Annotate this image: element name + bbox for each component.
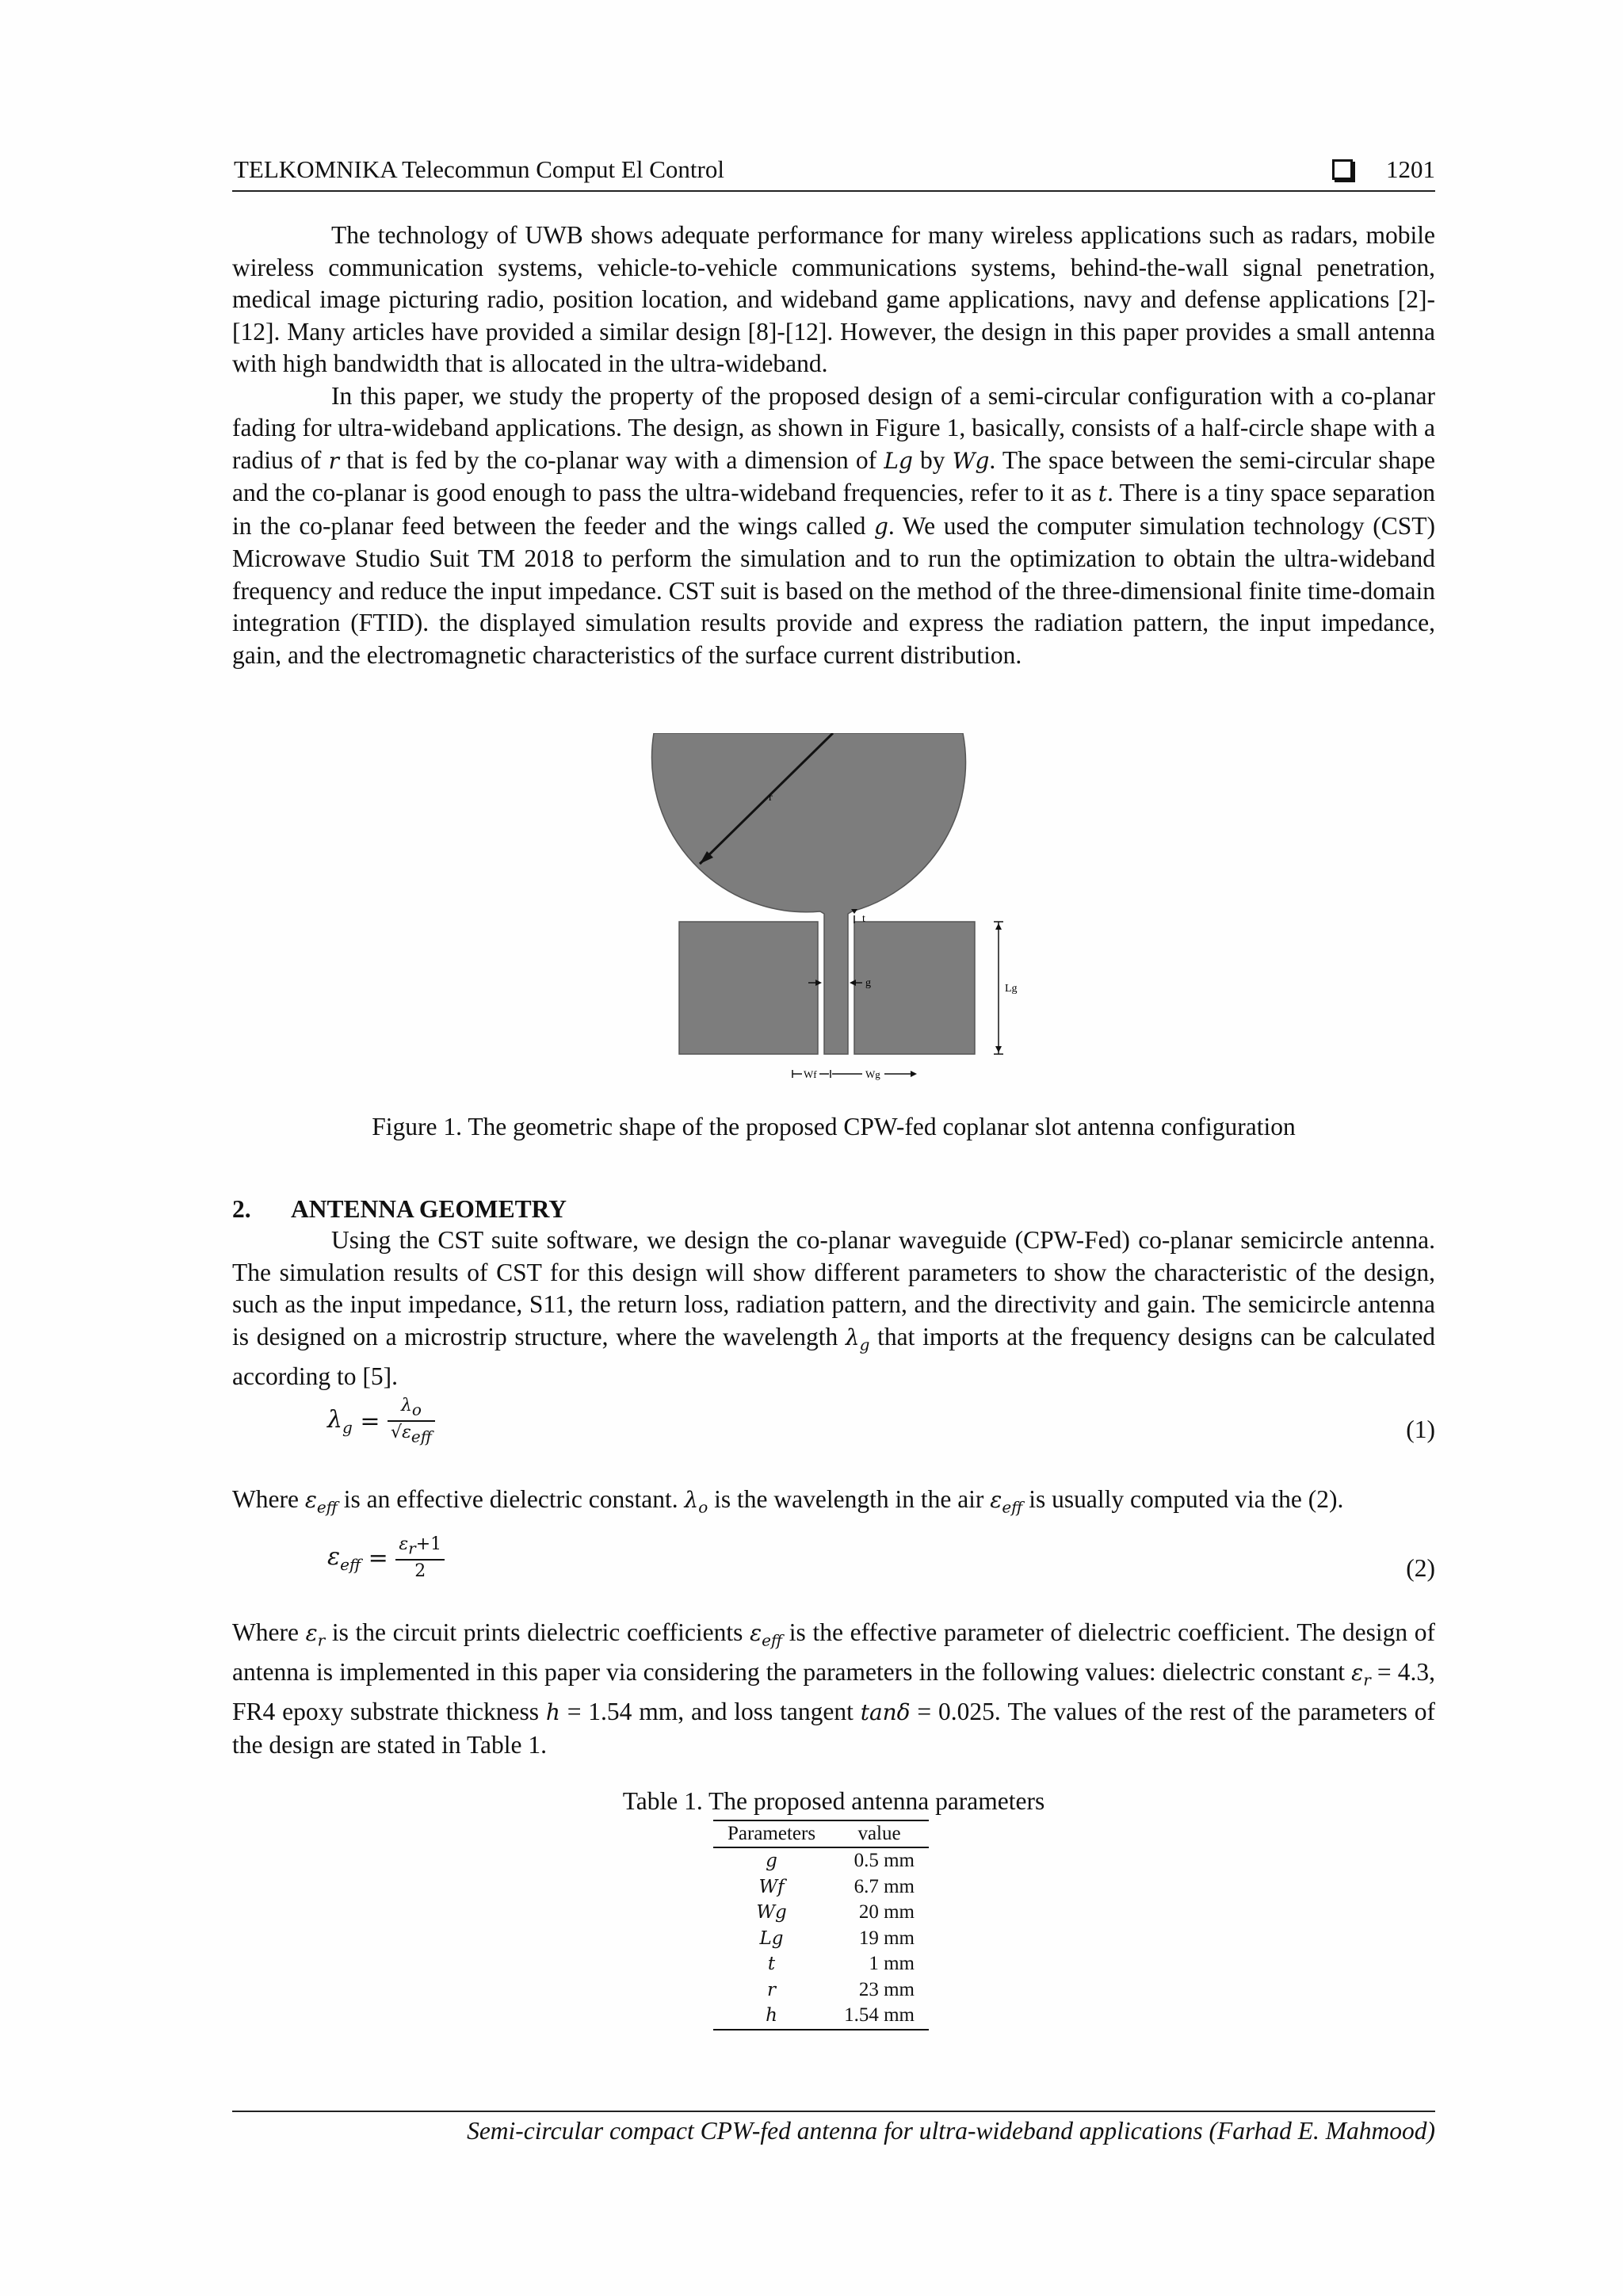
column-header: value bbox=[830, 1820, 929, 1847]
table-cell: g bbox=[766, 1851, 777, 1871]
g-arrow-left-icon bbox=[850, 980, 856, 986]
table-row bbox=[713, 2003, 929, 2030]
page-number: 1201 bbox=[1386, 155, 1435, 183]
table-cell: r bbox=[767, 1979, 777, 2000]
table-header-row bbox=[713, 1820, 929, 1847]
table-cell: 19 mm bbox=[858, 1927, 915, 1949]
section-2-heading bbox=[232, 1195, 567, 1224]
var-r: r bbox=[328, 447, 339, 474]
table-cell: Lg bbox=[759, 1927, 784, 1949]
column-header: Parameters bbox=[713, 1820, 830, 1847]
lg-arrow-down-icon bbox=[995, 1046, 1002, 1052]
table-row bbox=[713, 1900, 929, 1926]
section-title: ANTENNA GEOMETRY bbox=[291, 1195, 567, 1223]
section-2-paragraph-1: Using the CST suite software, we design the co-planar waveguide (CPW-Fed) co-planar semicircle antenna. The simulation results of CST for this design will show different parameters to show the characteristic of the design, such as the input impedance, S11, the return loss, radiation pattern, and the directivity and gain. The semicircle antenna is designed on a microstrip structure, where the wavelength $\lambda_g$ that imports at the frequency designs can be calculated according to [5]. bbox=[232, 1226, 1435, 1390]
label-t: t bbox=[862, 913, 865, 925]
var-t: t bbox=[1098, 480, 1108, 506]
equation-1-expression: $\lambda_g$ = $\frac{\lambda_o}{√\varepsilon_{eff}}$ bbox=[327, 1395, 435, 1448]
section-number: 2. bbox=[232, 1195, 251, 1223]
table-cell: Wg bbox=[756, 1902, 787, 1923]
wg-arrow-right-icon bbox=[911, 1071, 917, 1077]
var-g: g bbox=[873, 513, 888, 540]
equation-1-number: (1) bbox=[1406, 1415, 1435, 1443]
table-row bbox=[713, 1874, 929, 1901]
table-cell: 1.54 mm bbox=[830, 2003, 929, 2030]
page-footer: Semi-circular compact CPW-fed antenna for ultra-wideband applications (Farhad E. Mahmood) bbox=[232, 2111, 1435, 2145]
var-wg: Wg bbox=[952, 447, 990, 474]
figure-1-caption: Figure 1. The geometric shape of the proposed CPW-fed coplanar slot antenna configuration bbox=[372, 1113, 1296, 1140]
label-r: r bbox=[769, 792, 773, 804]
intro-text bbox=[232, 220, 1435, 671]
where-paragraph-2: Where $\varepsilon_r$ is the circuit prints dielectric coefficients $\varepsilon_{eff}$ is the effective parameter of dielectric coefficient. The design of antenna is implemented in this paper via considering the parameters in the following values: dielectric constant $\varepsilon_r = 4.3$, FR4 epoxy substrate thickness h = 1.54 mm, and loss tangent tanδ = 0.025. The values of the rest of the parameters of the design are stated in Table 1. bbox=[232, 1618, 1436, 1759]
figure-1 bbox=[650, 733, 1054, 1082]
journal-name: TELKOMNIKA Telecommun Comput El Control bbox=[234, 155, 724, 183]
equation-2-number: (2) bbox=[1406, 1554, 1435, 1582]
equation-2-fraction: $\frac{\varepsilon_r+1}{2}$ bbox=[395, 1534, 445, 1583]
table-row bbox=[713, 1951, 929, 1977]
label-wf: Wf bbox=[804, 1068, 817, 1080]
label-lg: Lg bbox=[1005, 983, 1018, 995]
table-1-caption: Table 1. The proposed antenna parameters bbox=[622, 1787, 1045, 1815]
table-cell: 1 mm bbox=[869, 1953, 915, 1974]
page-header bbox=[232, 155, 1435, 192]
table-cell: Wf bbox=[758, 1876, 785, 1897]
page-number-box bbox=[1332, 155, 1435, 184]
table-cell: 20 mm bbox=[858, 1901, 915, 1923]
table-cell: t bbox=[767, 1954, 776, 1974]
where-paragraph-1: Where $\varepsilon_{eff}$ is an effective dielectric constant. $\lambda_o$ is the wavelength in the air $\varepsilon_{eff}$ is usually computed via the (2). bbox=[232, 1485, 1344, 1517]
label-g: g bbox=[865, 977, 871, 989]
lg-arrow-up-icon bbox=[995, 923, 1002, 930]
g-arrow-right-icon bbox=[815, 980, 822, 986]
table-cell: h bbox=[713, 2003, 830, 2030]
square-bullet-icon bbox=[1332, 159, 1353, 180]
table-cell: 0.5 mm bbox=[854, 1850, 915, 1871]
equation-1-fraction: $\frac{\lambda_o}{√\varepsilon_{eff}}$ bbox=[388, 1395, 435, 1448]
symbol-lambda-g: $\lambda_g$ bbox=[845, 1324, 870, 1354]
label-wg: Wg bbox=[865, 1068, 880, 1080]
table-1 bbox=[713, 1820, 929, 2030]
intro-paragraph-2: In this paper, we study the property of the proposed design of a semi-circular configuration with a co-planar fading for ultra-wideband applications. The design, as shown in Figure 1, basically, consists of a half-circle shape with a radius of r that is fed by the co-planar way with a dimension of Lg by Wg. The space between the semi-circular shape and the co-planar is good enough to pass the ultra-wideband frequencies, refer to it as t. There is a tiny space separation in the co-planar feed between the feeder and the wings called g. We used the computer simulation technology (CST) Microwave Studio Suit TM 2018 to perform the simulation and to run the optimization to obtain the ultra-wideband frequency and reduce the input impedance. CST suit is based on the method of the three-dimensional finite time-domain integration (FTID). the displayed simulation results provide and express the radiation pattern, the input impedance, gain, and the electromagnetic characteristics of the surface current distribution. bbox=[232, 381, 1435, 669]
table-cell: 6.7 mm bbox=[854, 1875, 915, 1897]
intro-paragraph-1: The technology of UWB shows adequate performance for many wireless applications such as radars, mobile wireless communication systems, vehicle-to-vehicle communications systems, behind-the-wall signal penetration, medical image picturing radio, position location, and wideband game applications, navy and defense applications [2]-[12]. Many articles have provided a similar design [8]-[12]. However, the design in this paper provides a small antenna with high bandwidth that is allocated in the ultra-wideband. bbox=[232, 221, 1435, 377]
antenna-geometry-diagram bbox=[650, 733, 1054, 1082]
section-2-text bbox=[232, 1224, 1435, 1392]
equation-2 bbox=[232, 1534, 1435, 1602]
table-row bbox=[713, 1847, 929, 1874]
table-row bbox=[713, 1926, 929, 1952]
var-lg: Lg bbox=[884, 447, 913, 474]
ground-plane-left bbox=[679, 922, 818, 1054]
table-row bbox=[713, 1977, 929, 2004]
ground-plane-right bbox=[854, 922, 975, 1054]
table-cell: 23 mm bbox=[858, 1978, 915, 2000]
equation-1 bbox=[232, 1395, 1435, 1463]
equation-2-expression: $\varepsilon_{eff}$ = $\frac{\varepsilon_r+1}{2}$ bbox=[327, 1534, 445, 1583]
